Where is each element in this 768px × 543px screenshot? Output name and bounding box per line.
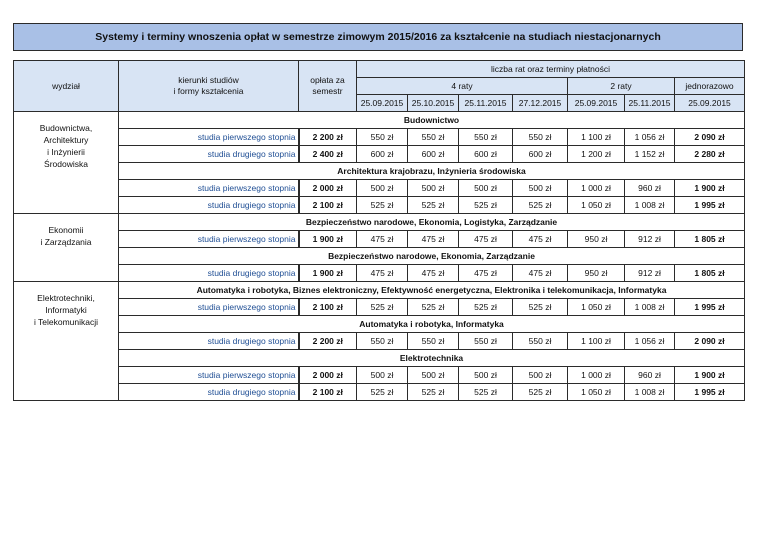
program-group-title: Bezpieczeństwo narodowe, Ekonomia, Logistyka, Zarządzanie (119, 214, 745, 231)
installment-4-amount: 550 zł (408, 129, 459, 146)
faculty-name-line: Ekonomii (48, 225, 84, 235)
header-programs-line1: kierunki studiów (178, 75, 239, 85)
semester-fee: 2 200 zł (299, 129, 357, 146)
header-programs (119, 61, 299, 112)
study-mode: studia pierwszego stopnia (119, 180, 299, 197)
faculty-cell (14, 282, 119, 401)
program-group-title: Automatyka i robotyka, Biznes elektroniczny, Efektywność energetyczna, Elektronika i telekomunikacja, Informatyka (119, 282, 745, 299)
study-mode: studia pierwszego stopnia (119, 367, 299, 384)
table-row (14, 197, 745, 214)
faculty-name-line: Informatyki (45, 305, 87, 315)
installment-4-amount: 525 zł (513, 197, 568, 214)
installment-4-amount: 550 zł (513, 333, 568, 350)
header-date: 25.11.2015 (625, 95, 675, 112)
program-group-row (14, 248, 745, 265)
header-fee-line1: opłata za (310, 75, 345, 85)
faculty-name-line: i Inżynierii (47, 147, 85, 157)
installment-2-amount: 1 000 zł (568, 367, 625, 384)
installment-4-amount: 525 zł (459, 197, 513, 214)
installment-4-amount: 500 zł (357, 367, 408, 384)
header-faculty: wydział (14, 61, 119, 112)
program-group-row (14, 112, 745, 129)
installment-4-amount: 500 zł (408, 180, 459, 197)
installment-4-amount: 500 zł (513, 367, 568, 384)
installment-4-amount: 550 zł (357, 129, 408, 146)
header-date: 25.09.2015 (568, 95, 625, 112)
semester-fee: 1 900 zł (299, 265, 357, 282)
installment-4-amount: 500 zł (513, 180, 568, 197)
installment-4-amount: 475 zł (513, 265, 568, 282)
table-row (14, 265, 745, 282)
single-payment-amount: 1 995 zł (675, 299, 745, 316)
header-rates2: 2 raty (568, 78, 675, 95)
installment-4-amount: 600 zł (459, 146, 513, 163)
installment-4-amount: 525 zł (357, 299, 408, 316)
installment-2-amount: 960 zł (625, 180, 675, 197)
faculty-name-line: Środowiska (44, 159, 88, 169)
installment-4-amount: 500 zł (357, 180, 408, 197)
installment-2-amount: 1 008 zł (625, 197, 675, 214)
single-payment-amount: 1 900 zł (675, 180, 745, 197)
table-row (14, 367, 745, 384)
installment-4-amount: 475 zł (357, 231, 408, 248)
installment-4-amount: 600 zł (408, 146, 459, 163)
installment-4-amount: 500 zł (459, 180, 513, 197)
table-row (14, 146, 745, 163)
semester-fee: 2 100 zł (299, 384, 357, 401)
installment-4-amount: 475 zł (513, 231, 568, 248)
program-group-row (14, 316, 745, 333)
installment-2-amount: 1 056 zł (625, 129, 675, 146)
header-date: 25.11.2015 (459, 95, 513, 112)
table-row (14, 384, 745, 401)
study-mode: studia drugiego stopnia (119, 333, 299, 350)
installment-2-amount: 1 008 zł (625, 299, 675, 316)
installment-2-amount: 1 056 zł (625, 333, 675, 350)
program-group-title: Automatyka i robotyka, Informatyka (119, 316, 745, 333)
table-row (14, 299, 745, 316)
header-fee (299, 61, 357, 112)
installment-2-amount: 912 zł (625, 265, 675, 282)
installment-4-amount: 500 zł (408, 367, 459, 384)
installment-4-amount: 600 zł (513, 146, 568, 163)
semester-fee: 2 000 zł (299, 367, 357, 384)
header-installments: liczba rat oraz terminy płatności (357, 61, 745, 78)
header-programs-line2: i formy kształcenia (173, 86, 244, 96)
installment-4-amount: 475 zł (408, 231, 459, 248)
faculty-name-line: i Telekomunikacji (33, 317, 99, 327)
installment-4-amount: 550 zł (408, 333, 459, 350)
single-payment-amount: 2 090 zł (675, 333, 745, 350)
study-mode: studia pierwszego stopnia (119, 129, 299, 146)
installment-2-amount: 1 050 zł (568, 384, 625, 401)
study-mode: studia drugiego stopnia (119, 197, 299, 214)
installment-4-amount: 550 zł (459, 129, 513, 146)
installment-4-amount: 525 zł (408, 197, 459, 214)
installment-2-amount: 950 zł (568, 265, 625, 282)
program-group-row (14, 350, 745, 367)
fee-table (13, 60, 745, 401)
installment-4-amount: 550 zł (459, 333, 513, 350)
single-payment-amount: 2 090 zł (675, 129, 745, 146)
header-date: 25.09.2015 (675, 95, 745, 112)
installment-4-amount: 525 zł (459, 384, 513, 401)
header-rates4: 4 raty (357, 78, 568, 95)
faculty-cell (14, 214, 119, 282)
semester-fee: 2 100 zł (299, 197, 357, 214)
installment-4-amount: 525 zł (513, 299, 568, 316)
faculty-name-line: i Zarządzania (40, 237, 92, 247)
header-date: 25.10.2015 (408, 95, 459, 112)
page-title: Systemy i terminy wnoszenia opłat w semestrze zimowym 2015/2016 za kształcenie na studiach niestacjonarnych (13, 23, 743, 51)
study-mode: studia pierwszego stopnia (119, 299, 299, 316)
single-payment-amount: 1 805 zł (675, 231, 745, 248)
installment-4-amount: 475 zł (357, 265, 408, 282)
single-payment-amount: 1 805 zł (675, 265, 745, 282)
installment-4-amount: 500 zł (459, 367, 513, 384)
faculty-cell (14, 112, 119, 214)
study-mode: studia pierwszego stopnia (119, 231, 299, 248)
table-row (14, 180, 745, 197)
installment-4-amount: 525 zł (513, 384, 568, 401)
program-group-row (14, 214, 745, 231)
program-group-title: Architektura krajobrazu, Inżynieria środowiska (119, 163, 745, 180)
table-row (14, 129, 745, 146)
program-group-row (14, 282, 745, 299)
faculty-name-line: Budownictwa, (39, 123, 93, 133)
installment-4-amount: 600 zł (357, 146, 408, 163)
installment-2-amount: 950 zł (568, 231, 625, 248)
header-date: 25.09.2015 (357, 95, 408, 112)
faculty-name-line: Elektrotechniki, (37, 293, 95, 303)
installment-2-amount: 1 152 zł (625, 146, 675, 163)
program-group-row (14, 163, 745, 180)
installment-2-amount: 1 200 zł (568, 146, 625, 163)
header-date: 27.12.2015 (513, 95, 568, 112)
study-mode: studia drugiego stopnia (119, 146, 299, 163)
semester-fee: 1 900 zł (299, 231, 357, 248)
faculty-name-line: Architektury (43, 135, 89, 145)
semester-fee: 2 400 zł (299, 146, 357, 163)
installment-2-amount: 1 050 zł (568, 299, 625, 316)
installment-2-amount: 960 zł (625, 367, 675, 384)
installment-4-amount: 475 zł (459, 231, 513, 248)
study-mode: studia drugiego stopnia (119, 384, 299, 401)
installment-4-amount: 525 zł (357, 197, 408, 214)
installment-4-amount: 550 zł (357, 333, 408, 350)
installment-4-amount: 525 zł (357, 384, 408, 401)
installment-2-amount: 1 100 zł (568, 333, 625, 350)
table-row (14, 333, 745, 350)
single-payment-amount: 1 995 zł (675, 384, 745, 401)
semester-fee: 2 200 zł (299, 333, 357, 350)
installment-4-amount: 525 zł (459, 299, 513, 316)
header-fee-line2: semestr (312, 86, 343, 96)
installment-4-amount: 525 zł (408, 384, 459, 401)
single-payment-amount: 2 280 zł (675, 146, 745, 163)
header-single: jednorazowo (675, 78, 745, 95)
table-row (14, 231, 745, 248)
installment-4-amount: 475 zł (408, 265, 459, 282)
program-group-title: Bezpieczeństwo narodowe, Ekonomia, Zarządzanie (119, 248, 745, 265)
installment-2-amount: 912 zł (625, 231, 675, 248)
semester-fee: 2 000 zł (299, 180, 357, 197)
single-payment-amount: 1 995 zł (675, 197, 745, 214)
semester-fee: 2 100 zł (299, 299, 357, 316)
installment-2-amount: 1 100 zł (568, 129, 625, 146)
installment-2-amount: 1 000 zł (568, 180, 625, 197)
installment-4-amount: 550 zł (513, 129, 568, 146)
installment-4-amount: 525 zł (408, 299, 459, 316)
program-group-title: Elektrotechnika (119, 350, 745, 367)
installment-2-amount: 1 008 zł (625, 384, 675, 401)
installment-4-amount: 475 zł (459, 265, 513, 282)
single-payment-amount: 1 900 zł (675, 367, 745, 384)
installment-2-amount: 1 050 zł (568, 197, 625, 214)
study-mode: studia drugiego stopnia (119, 265, 299, 282)
program-group-title: Budownictwo (119, 112, 745, 129)
